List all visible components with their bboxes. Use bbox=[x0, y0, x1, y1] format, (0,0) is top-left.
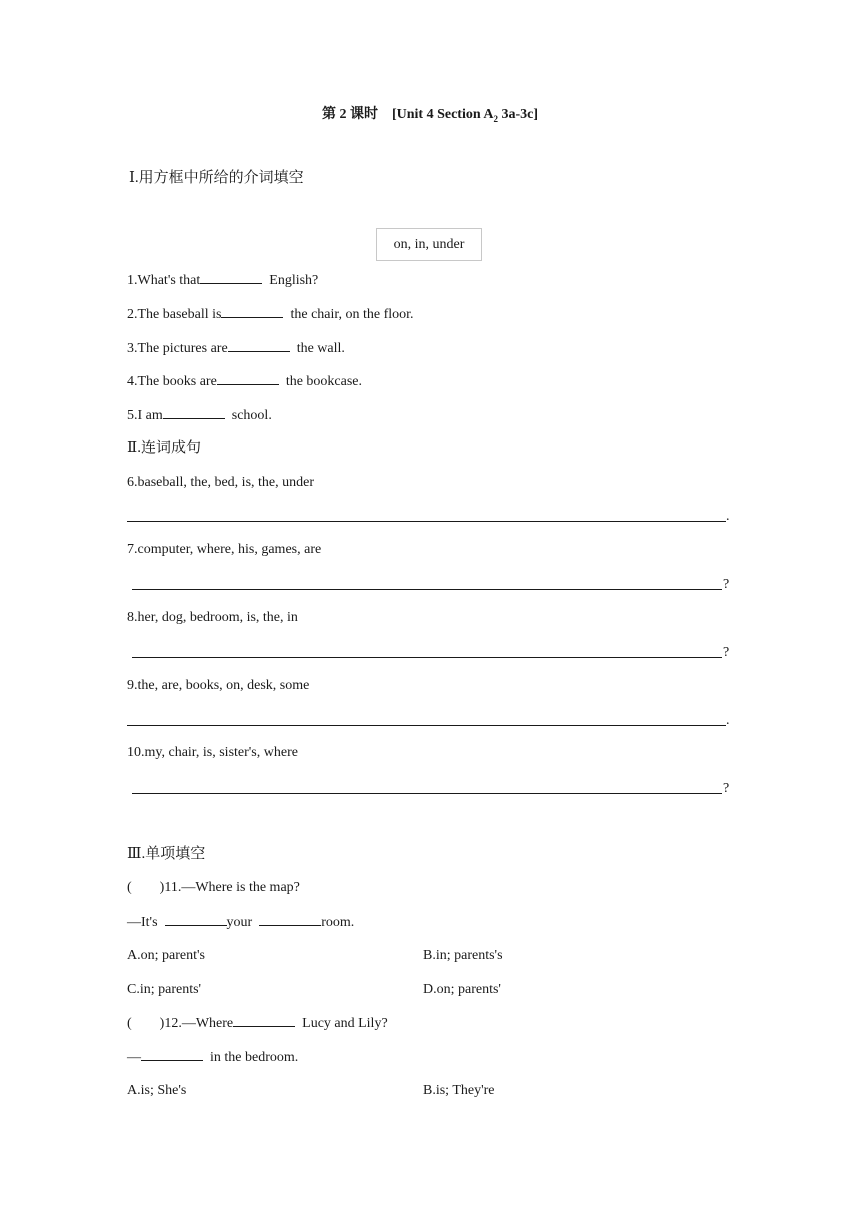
question-5-tail: school. bbox=[231, 408, 272, 423]
answer-end-10: ? bbox=[723, 781, 730, 796]
fill-blank-4[interactable] bbox=[217, 372, 279, 385]
question-3-text: 3.The pictures are bbox=[127, 341, 228, 356]
question-12 bbox=[127, 1014, 388, 1033]
question-11-tail: room. bbox=[321, 915, 355, 930]
answer-line-8[interactable] bbox=[132, 657, 722, 658]
question-7-words: 7.computer, where, his, games, are bbox=[127, 542, 322, 557]
question-4-tail: the bookcase. bbox=[285, 374, 363, 389]
fill-blank-12a[interactable] bbox=[233, 1014, 295, 1027]
question-12-lead: — bbox=[127, 1050, 141, 1065]
question-2 bbox=[127, 305, 414, 324]
question-5 bbox=[127, 406, 272, 425]
answer-end-8: ? bbox=[723, 645, 730, 660]
answer-line-7[interactable] bbox=[132, 589, 722, 590]
option-11-b[interactable]: B.in; parents's bbox=[423, 948, 503, 963]
fill-blank-12b[interactable] bbox=[141, 1048, 203, 1061]
question-9-words: 9.the, are, books, on, desk, some bbox=[127, 678, 310, 693]
title-unit: [Unit 4 Section A bbox=[391, 107, 494, 122]
section-2-heading: Ⅱ.连词成句 bbox=[127, 440, 201, 456]
fill-blank-2[interactable] bbox=[221, 305, 283, 318]
question-8-words: 8.her, dog, bedroom, is, the, in bbox=[127, 610, 298, 625]
answer-line-6[interactable] bbox=[127, 521, 726, 522]
fill-blank-1[interactable] bbox=[200, 271, 262, 284]
question-12-prompt: )12.—Where bbox=[159, 1016, 234, 1031]
option-12-a[interactable]: A.is; She's bbox=[127, 1083, 187, 1098]
section-3-heading: Ⅲ.单项填空 bbox=[127, 846, 206, 862]
option-12-b[interactable]: B.is; They're bbox=[423, 1083, 495, 1098]
fill-blank-11a[interactable] bbox=[165, 913, 227, 926]
page-title bbox=[0, 106, 860, 128]
question-1 bbox=[127, 271, 318, 290]
question-11-prompt: )11.—Where is the map? bbox=[159, 880, 300, 895]
section-1-heading: Ⅰ.用方框中所给的介词填空 bbox=[129, 170, 304, 186]
option-11-c[interactable]: C.in; parents' bbox=[127, 982, 202, 997]
question-1-tail: English? bbox=[269, 273, 319, 288]
question-2-text: 2.The baseball is bbox=[127, 307, 222, 322]
answer-end-7: ? bbox=[723, 577, 730, 592]
option-11-a[interactable]: A.on; parent's bbox=[127, 948, 205, 963]
question-4 bbox=[127, 372, 362, 391]
word-box: on, in, under bbox=[376, 228, 482, 261]
option-11-d[interactable]: D.on; parents' bbox=[423, 982, 501, 997]
title-subscript: 2 bbox=[493, 113, 498, 124]
answer-end-6: . bbox=[726, 509, 730, 524]
answer-line-9[interactable] bbox=[127, 725, 726, 726]
question-11 bbox=[127, 879, 300, 897]
fill-blank-11b[interactable] bbox=[259, 913, 321, 926]
title-lesson: 第 2 课时 bbox=[321, 107, 378, 122]
question-6-words: 6.baseball, the, bed, is, the, under bbox=[127, 475, 315, 490]
question-2-tail: the chair, on the floor. bbox=[290, 307, 414, 322]
fill-blank-5[interactable] bbox=[163, 406, 225, 419]
question-5-text: 5.I am bbox=[127, 408, 163, 423]
question-3 bbox=[127, 339, 345, 358]
answer-bracket-12[interactable]: ( bbox=[127, 1016, 132, 1031]
question-4-text: 4.The books are bbox=[127, 374, 217, 389]
question-12-line2-tail: in the bedroom. bbox=[210, 1050, 299, 1065]
answer-end-9: . bbox=[726, 713, 730, 728]
question-10-words: 10.my, chair, is, sister's, where bbox=[127, 745, 298, 760]
question-12-line2 bbox=[127, 1048, 298, 1067]
question-1-text: 1.What's that bbox=[127, 273, 201, 288]
answer-bracket-11[interactable]: ( bbox=[127, 880, 132, 895]
question-12-tail: Lucy and Lily? bbox=[302, 1016, 388, 1031]
question-11-mid: your bbox=[226, 915, 256, 930]
question-11-lead: —It's bbox=[127, 915, 162, 930]
fill-blank-3[interactable] bbox=[228, 339, 290, 352]
title-tail: 3a-3c] bbox=[497, 107, 539, 122]
answer-line-10[interactable] bbox=[132, 793, 722, 794]
question-3-tail: the wall. bbox=[296, 341, 345, 356]
question-11-line2 bbox=[127, 913, 354, 932]
